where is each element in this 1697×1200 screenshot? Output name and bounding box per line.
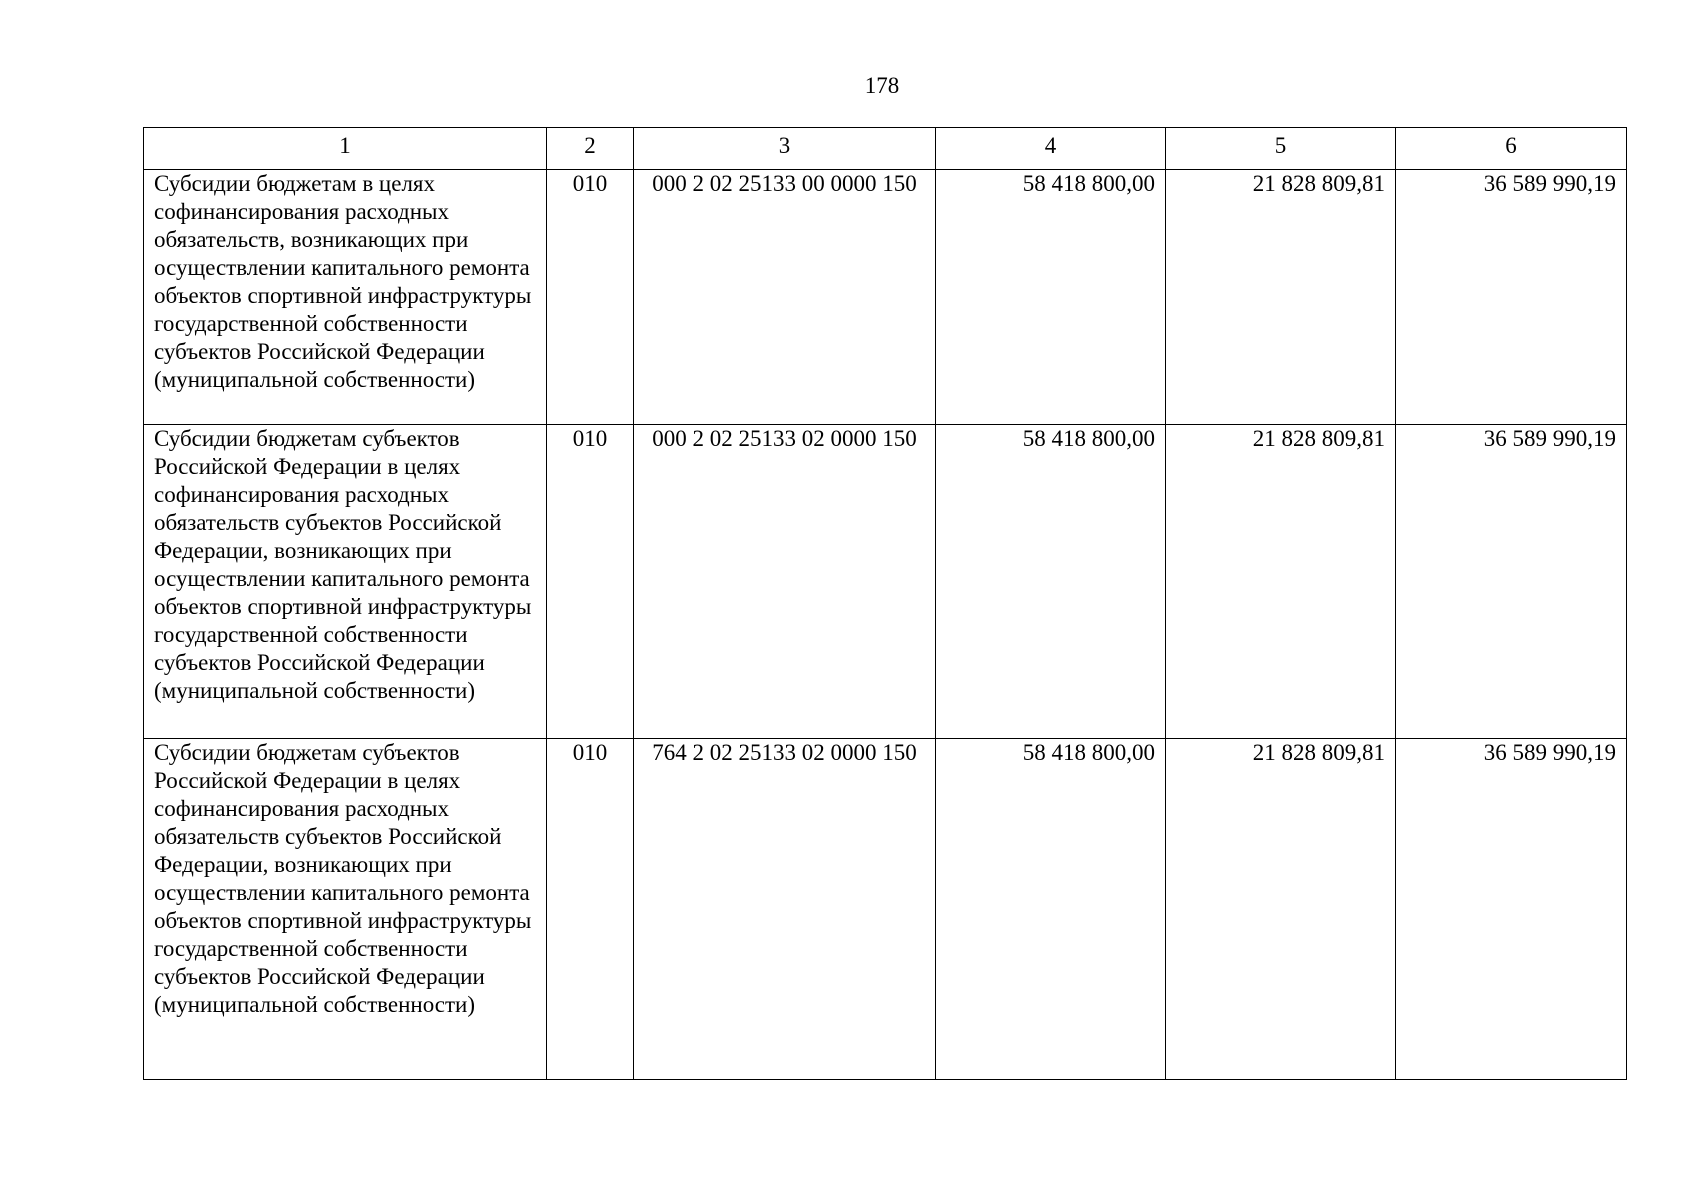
header-row [144, 128, 1627, 170]
row-col5-cell: 21 828 809,81 [1166, 425, 1396, 739]
row-code-cell: 010 [547, 170, 634, 425]
row-kbk-cell: 000 2 02 25133 02 0000 150 [634, 425, 936, 739]
row-name-cell: Субсидии бюджетам субъектов Российской Федерации в целях софинансирования расходных обязательств субъектов Российской Федерации, возникающих при осуществлении капитального ремонта объектов спортивной инфраструктуры государственной собственности субъектов Российской Федерации (муниципальной собственности) [144, 739, 547, 1080]
row-col4-cell: 58 418 800,00 [936, 170, 1166, 425]
row-col5-cell: 21 828 809,81 [1166, 170, 1396, 425]
row-code-cell: 010 [547, 739, 634, 1080]
budget-table [143, 127, 1627, 1080]
row-col6-cell: 36 589 990,19 [1396, 425, 1627, 739]
row-name-cell: Субсидии бюджетам субъектов Российской Федерации в целях софинансирования расходных обязательств субъектов Российской Федерации, возникающих при осуществлении капитального ремонта объектов спортивной инфраструктуры государственной собственности субъектов Российской Федерации (муниципальной собственности) [144, 425, 547, 739]
row-name-cell: Субсидии бюджетам в целях софинансирования расходных обязательств, возникающих при осуществлении капитального ремонта объектов спортивной инфраструктуры государственной собственности субъектов Российской Федерации (муниципальной собственности) [144, 170, 547, 425]
row-col5-cell: 21 828 809,81 [1166, 739, 1396, 1080]
column-header-6: 6 [1396, 128, 1627, 170]
row-col4-cell: 58 418 800,00 [936, 739, 1166, 1080]
page-number: 178 [864, 73, 900, 98]
row-col4-cell: 58 418 800,00 [936, 425, 1166, 739]
table-row [144, 425, 1627, 739]
column-header-4: 4 [936, 128, 1166, 170]
row-kbk-cell: 764 2 02 25133 02 0000 150 [634, 739, 936, 1080]
column-header-2: 2 [547, 128, 634, 170]
column-header-1: 1 [144, 128, 547, 170]
column-header-3: 3 [634, 128, 936, 170]
row-code-cell: 010 [547, 425, 634, 739]
column-header-5: 5 [1166, 128, 1396, 170]
row-col6-cell: 36 589 990,19 [1396, 739, 1627, 1080]
table-row [144, 170, 1627, 425]
row-col6-cell: 36 589 990,19 [1396, 170, 1627, 425]
table-row [144, 739, 1627, 1080]
row-kbk-cell: 000 2 02 25133 00 0000 150 [634, 170, 936, 425]
